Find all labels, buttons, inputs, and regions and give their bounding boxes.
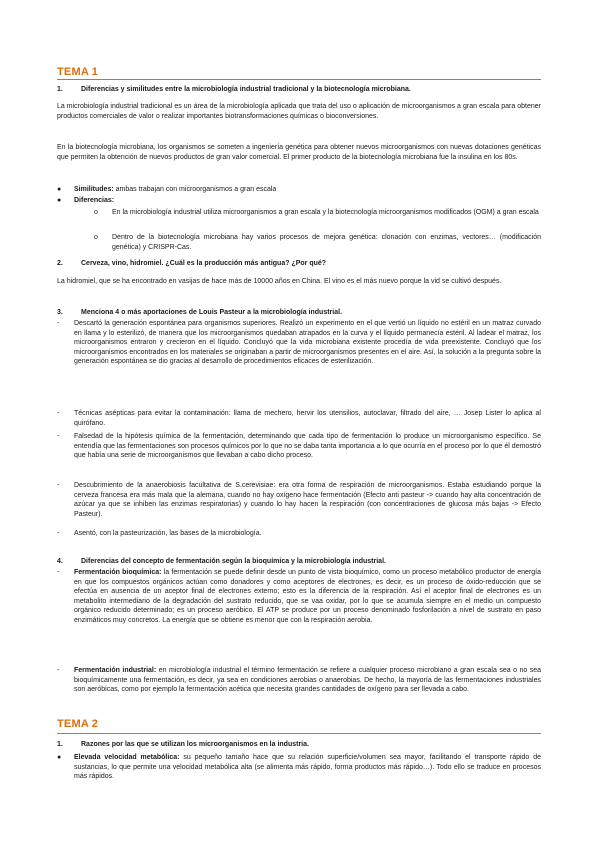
topic-2-rule (57, 733, 541, 734)
question-text: Menciona 4 o más aportaciones de Louis Pasteur a la microbiología industrial. (81, 309, 343, 316)
dash-icon: - (57, 433, 60, 440)
paragraph: La hidromiel, que se ha encontrado en vasijas de hace más de 10000 años en China. El vino es el más nuevo porque la vid se cultivó después. (57, 278, 502, 285)
dash-icon: - (57, 320, 60, 327)
question-text: Diferencias del concepto de fermentación según la bioquímica y la microbiología industrial. (81, 558, 386, 565)
sub-bullet-icon: o (94, 209, 98, 216)
question-text: Diferencias y similitudes entre la microbiología industrial tradicional y la biotecnología microbiana. (81, 86, 411, 93)
dash-icon: - (57, 482, 60, 489)
dash-icon: - (57, 667, 60, 674)
question-number: 1. (57, 741, 63, 748)
topic-1-rule (57, 79, 541, 80)
dash-icon: - (57, 569, 60, 576)
list-item: Fermentación bioquímica: la fermentación se puede definir desde un punto de vista bioquímico, como un proceso metabólico productor de energía en que los compuestos orgánicos actúan como donadores y como aceptores de electrones, es decir, es un proceso de óxido-reducción que se efectúa en ausencia de un aceptor final de electrones externo; esto es la diferencia de la respiración. Así el aceptor final de electrones es un metabolito intermediario de la degradación del sustrato reducido, que se vaa oxidar, por lo que se acumula siempre en el medio un compuesto orgánico reducido determinado; es un proceso aeróbico. El ATP se produce por un proceso denominado fosforilación a nivel de sustrato en paso enzimáticos muy concretos. La energía que se obtiene es menor que con la respiración aerobia. (74, 569, 542, 624)
sub-bullet-item: En la microbiología industrial utiliza microorganismos a gran escala y la biotecnología microorganismos modificados (OGM) a gran escala (112, 209, 539, 216)
bullet-item: Similitudes: ambas trabajan con microorganismos a gran escala (74, 186, 277, 193)
question-text: Cerveza, vino, hidromiel. ¿Cuál es la producción más antigua? ¿Por qué? (81, 260, 327, 267)
paragraph: En la biotecnología microbiana, los organismos se someten a ingeniería genética para obtener nuevos microorganismos con nuevas dotaciones genéticas que permiten la obtención de nuevos productos de gran valor comercial. El primer producto de la biotecnología microbiana fue la insulina en los 80s. (57, 144, 541, 161)
bullet-icon: ● (57, 197, 62, 204)
list-item: Asentó, con la pasteurización, las bases de la microbiología. (74, 530, 262, 537)
topic-1-title: TEMA 1 (57, 66, 99, 78)
question-number: 4. (57, 558, 63, 565)
list-item: Técnicas asépticas para evitar la contaminación: llama de mechero, hervir los utensilios, autoclavar, filtrado del aire, … Josep Lister lo aplica al quirófano. (74, 410, 541, 427)
dash-icon: - (57, 410, 60, 417)
question-number: 3. (57, 309, 63, 316)
question-number: 2. (57, 260, 63, 267)
bullet-icon: ● (57, 754, 62, 761)
list-item: Descartó la generación espontánea para organismos superiores. Realizó un experimento en el que vertió un líquido no estéril en un matraz curvado en llama y lo esterilizó, de manera que los microorganismos quedaban atrapados en la curva y el líquido permanecía estéril. Al ladear el matraz, los microorganismos entraron y crecieron en el líquido. Concluyó que la vida microbiana existente procedía de vida preexistente. Concluyó que los microorganismos encontrados en los materiales se originaban a partir de microorganismos presentes en el aire. Así, la solución a la pregunta sobre la generación espontánea se dio gracias al desarrollo de procedimientos eficaces de esterilización. (74, 320, 541, 365)
list-item: Falsedad de la hipótesis química de la fermentación, determinando que cada tipo de fermentación lo produce un microorganismo específico. Se entendía que las fermentaciones son procesos químicos por lo que no se daba tanta importancia a lo que ocurría en el proceso por lo que él demostró que había una serie de microorganismos que llevaban a cabo dicho proceso. (74, 433, 541, 459)
sub-bullet-item: Dentro de la biotecnología microbiana hay varios procesos de mejora genética: clonación con enzimas, vectores… (modificación genética) y CRISPR-Cas. (112, 234, 541, 251)
question-text: Razones por las que se utilizan los microorganismos en la industria. (81, 741, 309, 748)
paragraph: La microbiología industrial tradicional es un área de la microbiología aplicada que trata del uso o aplicación de microorganismos a gran escala para obtener productos comerciales de valor o realizar importantes biotransformaciones químicas o bioconversiones. (57, 103, 541, 120)
bullet-item: Diferencias: (74, 197, 115, 204)
list-item: Fermentación industrial: en microbiología industrial el término fermentación se refiere a cualquier proceso microbiano a gran escala sea o no sea bioquímicamente una fermentación, es decir, ya sea en condiciones aerobias o anaerobias. De hecho, la mayoría de las fermentaciones industriales son aeróbicas, como por ejemplo la fermentación acética que necesita grandes cantidades de oxígeno para ser llevada a cabo. (74, 667, 541, 693)
bullet-icon: ● (57, 186, 62, 193)
list-item: Descubrimiento de la anaerobiosis facultativa de S.cerevisiae: era otra forma de respiración de microorganismos. Estaba estudiando porque la cerveza francesa era más mala que la alemana, cuando no hay oxígeno hace fermentación (Efecto anti pasteur -> cuando hay alta concentración de azúcar ya que se inhiben las enzimas respiratorias) y cuando lo hay hacen la respiración (con concentraciones de glucosa más bajas -> Efecto Pasteur). (74, 482, 541, 518)
sub-bullet-icon: o (94, 234, 98, 241)
question-number: 1. (57, 86, 63, 93)
bullet-item: Elevada velocidad metabólica: su pequeño tamaño hace que su relación superficie/volumen sea mayor, facilitando el transporte rápido de sustancias, lo que permite una velocidad metabólica alta (se alimenta más rápido, forma productos más rápido…). Todo ello se traduce en procesos más rápidos. (74, 754, 541, 780)
topic-2-title: TEMA 2 (57, 718, 99, 730)
dash-icon: - (57, 530, 60, 537)
